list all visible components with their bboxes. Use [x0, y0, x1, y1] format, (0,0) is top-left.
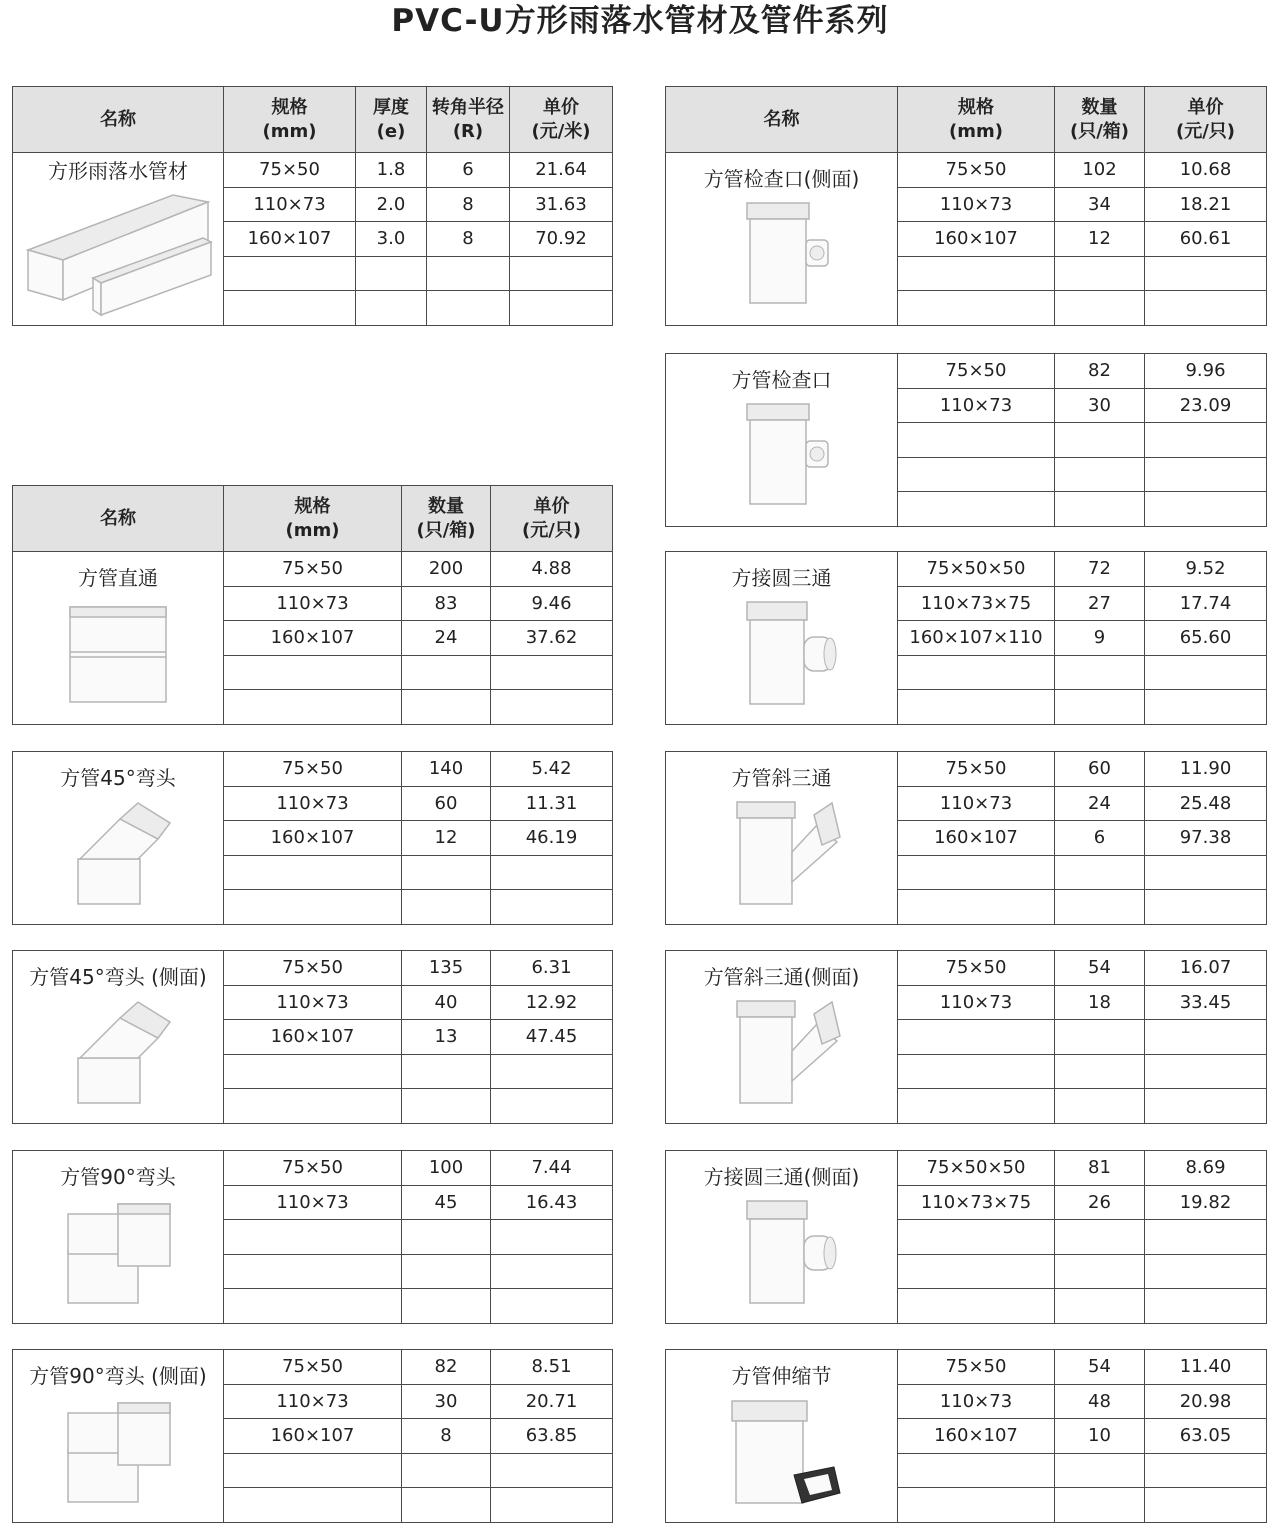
right-table-2 — [665, 551, 1267, 725]
spec-cell — [898, 291, 1055, 326]
qty-cell — [1055, 457, 1145, 492]
qty-cell: 12 — [1055, 222, 1145, 257]
left-table-3 — [12, 1150, 613, 1324]
product-cell — [13, 951, 224, 1124]
spec-cell: 110×73 — [224, 586, 402, 621]
price-cell — [491, 1488, 613, 1523]
radius-cell: 8 — [427, 187, 510, 222]
spec-cell — [898, 1254, 1055, 1289]
left-table-1 — [12, 751, 613, 925]
qty-cell: 140 — [402, 752, 491, 787]
price-cell: 8.69 — [1145, 1151, 1267, 1186]
qty-cell — [402, 855, 491, 890]
spec-cell — [898, 1453, 1055, 1488]
qty-cell — [1055, 291, 1145, 326]
product-cell — [666, 752, 898, 925]
price-cell: 8.51 — [491, 1350, 613, 1385]
spec-cell: 75×50 — [224, 752, 402, 787]
spec-cell: 75×50 — [898, 951, 1055, 986]
table-row — [13, 1151, 613, 1186]
price-cell — [1145, 690, 1267, 725]
qty-cell: 18 — [1055, 985, 1145, 1020]
qty-cell — [402, 1254, 491, 1289]
price-cell: 63.05 — [1145, 1419, 1267, 1454]
price-cell — [491, 655, 613, 690]
spec-cell — [224, 1289, 402, 1324]
radius-cell — [427, 291, 510, 326]
spec-cell — [898, 457, 1055, 492]
right-table-4 — [665, 950, 1267, 1124]
product-cell — [13, 1151, 224, 1324]
y-tee-icon — [666, 797, 897, 909]
qty-cell — [402, 890, 491, 925]
inspection-icon — [666, 399, 897, 511]
price-cell: 20.71 — [491, 1384, 613, 1419]
price-cell: 11.90 — [1145, 752, 1267, 787]
qty-cell: 200 — [402, 552, 491, 587]
qty-cell: 24 — [402, 621, 491, 656]
price-cell: 16.07 — [1145, 951, 1267, 986]
price-cell: 10.68 — [1145, 153, 1267, 188]
spec-cell: 160×107 — [224, 1419, 402, 1454]
spec-cell — [898, 855, 1055, 890]
price-cell — [510, 256, 613, 291]
right-header-1: 规格 (mm) — [898, 87, 1055, 153]
thickness-cell — [356, 256, 427, 291]
pipe-header-0: 名称 — [13, 87, 224, 153]
qty-cell: 30 — [1055, 388, 1145, 423]
qty-cell: 40 — [402, 985, 491, 1020]
price-cell — [1145, 492, 1267, 527]
price-cell — [1145, 1453, 1267, 1488]
spec-cell: 110×73 — [224, 985, 402, 1020]
qty-cell — [402, 690, 491, 725]
spec-cell — [224, 256, 356, 291]
price-cell — [1145, 1020, 1267, 1055]
qty-cell — [1055, 690, 1145, 725]
table-row — [666, 752, 1267, 787]
price-cell: 25.48 — [1145, 786, 1267, 821]
price-cell — [491, 1089, 613, 1124]
right-header-2: 数量 (只/箱) — [1055, 87, 1145, 153]
spec-cell: 160×107 — [224, 222, 356, 257]
qty-cell: 34 — [1055, 187, 1145, 222]
spec-cell — [898, 655, 1055, 690]
spec-cell — [898, 1089, 1055, 1124]
product-cell — [13, 552, 224, 725]
price-cell: 37.62 — [491, 621, 613, 656]
price-cell: 16.43 — [491, 1185, 613, 1220]
qty-cell — [1055, 1054, 1145, 1089]
product-name: 方管伸缩节 — [731, 1364, 832, 1388]
spec-cell: 75×50 — [224, 1350, 402, 1385]
price-cell: 18.21 — [1145, 187, 1267, 222]
product-name: 方管斜三通(侧面) — [703, 965, 860, 989]
qty-cell: 10 — [1055, 1419, 1145, 1454]
spec-cell — [898, 1220, 1055, 1255]
spec-cell: 110×73 — [898, 1384, 1055, 1419]
product-cell — [13, 752, 224, 925]
price-cell: 9.52 — [1145, 552, 1267, 587]
qty-cell: 12 — [402, 821, 491, 856]
spec-cell: 160×107 — [224, 621, 402, 656]
spec-cell: 160×107×110 — [898, 621, 1055, 656]
qty-cell — [402, 1488, 491, 1523]
qty-cell: 100 — [402, 1151, 491, 1186]
product-name: 方管检查口(侧面) — [703, 167, 860, 191]
spec-cell — [898, 1289, 1055, 1324]
spec-cell: 75×50 — [224, 552, 402, 587]
spec-cell — [224, 1488, 402, 1523]
spec-cell: 75×50 — [898, 153, 1055, 188]
qty-cell — [1055, 256, 1145, 291]
price-cell — [1145, 256, 1267, 291]
spec-cell — [224, 855, 402, 890]
thickness-cell: 2.0 — [356, 187, 427, 222]
spec-cell: 160×107 — [224, 1020, 402, 1055]
qty-cell — [402, 1089, 491, 1124]
spec-cell — [898, 1054, 1055, 1089]
price-cell: 11.31 — [491, 786, 613, 821]
qty-cell: 54 — [1055, 951, 1145, 986]
spec-cell: 75×50 — [898, 752, 1055, 787]
price-cell — [1145, 1220, 1267, 1255]
spec-cell: 75×50 — [898, 1350, 1055, 1385]
pipe-header-1: 规格 (mm) — [224, 87, 356, 153]
qty-cell: 60 — [1055, 752, 1145, 787]
price-cell — [1145, 291, 1267, 326]
price-cell: 23.09 — [1145, 388, 1267, 423]
qty-cell — [1055, 655, 1145, 690]
spec-cell: 110×73 — [224, 1384, 402, 1419]
qty-cell — [402, 1453, 491, 1488]
qty-cell — [1055, 1488, 1145, 1523]
left-header-3: 单价 (元/只) — [491, 486, 613, 552]
price-cell: 9.96 — [1145, 354, 1267, 389]
product-name: 方管45°弯头 (侧面) — [29, 965, 207, 989]
qty-cell: 72 — [1055, 552, 1145, 587]
product-name: 方管90°弯头 (侧面) — [29, 1364, 207, 1388]
qty-cell — [1055, 1289, 1145, 1324]
price-cell: 97.38 — [1145, 821, 1267, 856]
right-header-3: 单价 (元/只) — [1145, 87, 1267, 153]
qty-cell: 8 — [402, 1419, 491, 1454]
table-row — [13, 153, 613, 188]
right-table-1 — [665, 353, 1267, 527]
pipe-header-2: 厚度 (e) — [356, 87, 427, 153]
price-cell: 4.88 — [491, 552, 613, 587]
spec-cell — [898, 423, 1055, 458]
price-cell: 65.60 — [1145, 621, 1267, 656]
thickness-cell — [356, 291, 427, 326]
qty-cell — [1055, 423, 1145, 458]
qty-cell: 48 — [1055, 1384, 1145, 1419]
spec-cell: 110×73 — [898, 786, 1055, 821]
right-header-0: 名称 — [666, 87, 898, 153]
right-table-3 — [665, 751, 1267, 925]
qty-cell: 26 — [1055, 1185, 1145, 1220]
product-cell — [666, 153, 898, 326]
qty-cell: 135 — [402, 951, 491, 986]
product-cell — [666, 951, 898, 1124]
spec-cell: 110×73 — [898, 985, 1055, 1020]
price-cell: 19.82 — [1145, 1185, 1267, 1220]
qty-cell: 45 — [402, 1185, 491, 1220]
spec-cell — [898, 690, 1055, 725]
price-cell: 33.45 — [1145, 985, 1267, 1020]
table-row — [13, 1350, 613, 1385]
qty-cell: 60 — [402, 786, 491, 821]
table-row — [666, 153, 1267, 188]
spec-cell: 160×107 — [898, 1419, 1055, 1454]
radius-cell: 6 — [427, 153, 510, 188]
elbow-90-side-icon — [13, 1395, 223, 1507]
spec-cell: 110×73 — [898, 187, 1055, 222]
price-cell: 21.64 — [510, 153, 613, 188]
qty-cell — [402, 1289, 491, 1324]
pipe-header-3: 转角半径 (R) — [427, 87, 510, 153]
qty-cell: 30 — [402, 1384, 491, 1419]
price-cell: 7.44 — [491, 1151, 613, 1186]
elbow-45-icon — [13, 797, 223, 909]
spec-cell: 75×50 — [224, 153, 356, 188]
qty-cell — [402, 1220, 491, 1255]
spec-cell: 110×73×75 — [898, 1185, 1055, 1220]
price-cell — [1145, 890, 1267, 925]
price-cell: 5.42 — [491, 752, 613, 787]
spec-cell — [898, 492, 1055, 527]
price-cell: 9.46 — [491, 586, 613, 621]
spec-cell — [224, 1220, 402, 1255]
right-table-5 — [665, 1150, 1267, 1324]
spec-cell — [898, 1020, 1055, 1055]
pipe-table — [12, 86, 613, 326]
page-title: PVC-U方形雨落水管材及管件系列 — [391, 3, 889, 39]
spec-cell: 110×73 — [224, 1185, 402, 1220]
expansion-joint-icon — [666, 1395, 897, 1507]
product-cell — [666, 1350, 898, 1523]
left-table-4 — [12, 1349, 613, 1523]
price-cell: 20.98 — [1145, 1384, 1267, 1419]
table-row — [13, 552, 613, 587]
product-name: 方管斜三通 — [731, 766, 832, 790]
qty-cell — [1055, 855, 1145, 890]
radius-cell: 8 — [427, 222, 510, 257]
qty-cell — [1055, 1220, 1145, 1255]
product-name: 方管检查口 — [731, 368, 832, 392]
product-name: 方管45°弯头 — [60, 766, 176, 790]
qty-cell: 54 — [1055, 1350, 1145, 1385]
spec-cell — [898, 890, 1055, 925]
price-cell — [491, 890, 613, 925]
square-round-tee-icon — [666, 597, 897, 709]
price-cell: 11.40 — [1145, 1350, 1267, 1385]
price-cell — [491, 1453, 613, 1488]
right-table-0 — [665, 86, 1267, 326]
thickness-cell: 3.0 — [356, 222, 427, 257]
qty-cell — [402, 655, 491, 690]
price-cell: 31.63 — [510, 187, 613, 222]
price-cell — [491, 1289, 613, 1324]
product-name: 方管90°弯头 — [60, 1165, 176, 1189]
spec-cell: 160×107 — [224, 821, 402, 856]
straight-coupling-icon — [13, 597, 223, 709]
table-row — [13, 752, 613, 787]
table-row — [666, 354, 1267, 389]
y-tee-side-icon — [666, 996, 897, 1108]
price-cell — [1145, 855, 1267, 890]
price-cell — [491, 1220, 613, 1255]
radius-cell — [427, 256, 510, 291]
price-cell: 12.92 — [491, 985, 613, 1020]
qty-cell: 83 — [402, 586, 491, 621]
spec-cell — [898, 256, 1055, 291]
price-cell — [1145, 457, 1267, 492]
spec-cell: 75×50×50 — [898, 1151, 1055, 1186]
product-name: 方管直通 — [78, 566, 158, 590]
qty-cell: 24 — [1055, 786, 1145, 821]
square-pipe-icon — [13, 190, 223, 320]
right-table-6 — [665, 1349, 1267, 1523]
qty-cell: 13 — [402, 1020, 491, 1055]
spec-cell — [224, 1054, 402, 1089]
qty-cell — [1055, 1089, 1145, 1124]
qty-cell — [1055, 1254, 1145, 1289]
product-cell — [13, 1350, 224, 1523]
price-cell — [1145, 1488, 1267, 1523]
price-cell — [1145, 1254, 1267, 1289]
table-row — [13, 951, 613, 986]
qty-cell — [1055, 1453, 1145, 1488]
price-cell — [1145, 655, 1267, 690]
price-cell: 46.19 — [491, 821, 613, 856]
elbow-45-side-icon — [13, 996, 223, 1108]
square-round-tee-side-icon — [666, 1196, 897, 1308]
table-row — [666, 1151, 1267, 1186]
spec-cell — [224, 1089, 402, 1124]
spec-cell: 160×107 — [898, 821, 1055, 856]
table-row — [666, 951, 1267, 986]
price-cell: 47.45 — [491, 1020, 613, 1055]
price-cell — [1145, 1089, 1267, 1124]
table-row — [666, 1350, 1267, 1385]
qty-cell: 9 — [1055, 621, 1145, 656]
spec-cell: 75×50 — [898, 354, 1055, 389]
price-cell: 60.61 — [1145, 222, 1267, 257]
spec-cell — [898, 1488, 1055, 1523]
product-cell — [666, 1151, 898, 1324]
qty-cell — [402, 1054, 491, 1089]
spec-cell: 75×50 — [224, 951, 402, 986]
left-table-2 — [12, 950, 613, 1124]
product-cell — [666, 552, 898, 725]
product-name: 方形雨落水管材 — [48, 159, 188, 183]
spec-cell — [224, 1453, 402, 1488]
spec-cell — [224, 655, 402, 690]
product-cell — [13, 153, 224, 326]
spec-cell: 110×73 — [898, 388, 1055, 423]
qty-cell: 102 — [1055, 153, 1145, 188]
price-cell — [491, 690, 613, 725]
price-cell: 63.85 — [491, 1419, 613, 1454]
price-cell: 17.74 — [1145, 586, 1267, 621]
left-header-1: 规格 (mm) — [224, 486, 402, 552]
product-name: 方接圆三通 — [731, 566, 832, 590]
price-cell — [1145, 423, 1267, 458]
spec-cell: 160×107 — [898, 222, 1055, 257]
inspection-side-icon — [666, 198, 897, 310]
qty-cell: 82 — [1055, 354, 1145, 389]
elbow-90-icon — [13, 1196, 223, 1308]
price-cell: 6.31 — [491, 951, 613, 986]
spec-cell: 110×73×75 — [898, 586, 1055, 621]
product-cell — [666, 354, 898, 527]
spec-cell — [224, 291, 356, 326]
spec-cell: 110×73 — [224, 187, 356, 222]
left-header-2: 数量 (只/箱) — [402, 486, 491, 552]
pipe-header-4: 单价 (元/米) — [510, 87, 613, 153]
qty-cell — [1055, 1020, 1145, 1055]
price-cell — [491, 1254, 613, 1289]
product-name: 方接圆三通(侧面) — [703, 1165, 860, 1189]
price-cell — [1145, 1054, 1267, 1089]
spec-cell: 75×50×50 — [898, 552, 1055, 587]
spec-cell — [224, 890, 402, 925]
spec-cell: 75×50 — [224, 1151, 402, 1186]
spec-cell: 110×73 — [224, 786, 402, 821]
left-header-0: 名称 — [13, 486, 224, 552]
spec-cell — [224, 1254, 402, 1289]
qty-cell: 82 — [402, 1350, 491, 1385]
qty-cell: 27 — [1055, 586, 1145, 621]
left-table-0 — [12, 485, 613, 725]
spec-cell — [224, 690, 402, 725]
price-cell — [491, 855, 613, 890]
price-cell: 70.92 — [510, 222, 613, 257]
qty-cell — [1055, 492, 1145, 527]
price-cell — [491, 1054, 613, 1089]
table-row — [666, 552, 1267, 587]
qty-cell: 6 — [1055, 821, 1145, 856]
price-cell — [510, 291, 613, 326]
qty-cell: 81 — [1055, 1151, 1145, 1186]
qty-cell — [1055, 890, 1145, 925]
price-cell — [1145, 1289, 1267, 1324]
thickness-cell: 1.8 — [356, 153, 427, 188]
